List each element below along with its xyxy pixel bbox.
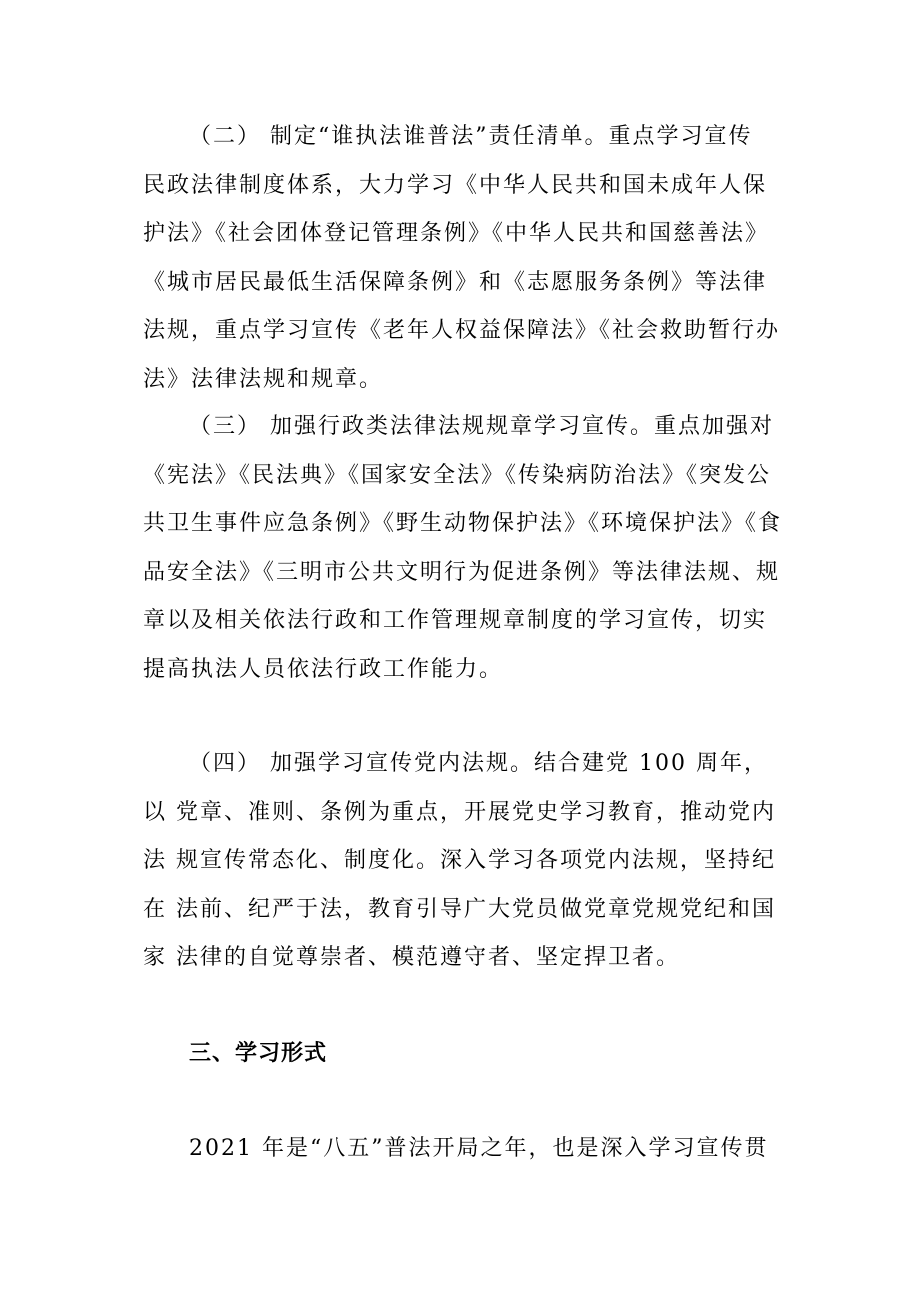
paragraph-responsibility-list: （二） 制定“谁执法谁普法”责任清单。重点学习宣传 民政法律制度体系，大力学习《中华人民共和国未成年人保 护法》《社会团体登记管理条例》《中华人民共和国慈善法》《城市居民最低生活保障条例》和《志愿服务条例》等法律 法规，重点学习宣传《老年人权益保障法》《社会救助暂行办 法》法律法规和规章。	[143, 124, 781, 392]
paragraph-party-regulations: （四） 加强学习宣传党内法规。结合建党 100 周年，以 党章、准则、条例为重点，开展党史学习教育，推动党内法 规宣传常态化、制度化。深入学习各项党内法规，坚持纪在 法前、纪严于法，教育引导广大党员做党章党规党纪和国家 法律的自觉尊崇者、模范遵守者、坚定捍卫者。	[143, 751, 776, 970]
paragraph-administrative-laws: （三） 加强行政类法律法规规章学习宣传。重点加强对 《宪法》《民法典》《国家安全法》《传染病防治法》《突发公共卫生事件应急条例》《野生动物保护法》《环境保护法》《食 品安全法》《三明市公共文明行为促进条例》等法律法规、规 章以及相关依法行政和工作管理规章制度的学习宣传，切实 提高执法人员依法行政工作能力。	[143, 414, 783, 682]
section-heading-study-forms: 三、学习形式	[189, 1041, 328, 1066]
paragraph-study-forms-intro: 2021 年是“八五”普法开局之年，也是深入学习宣传贯	[189, 1136, 769, 1161]
